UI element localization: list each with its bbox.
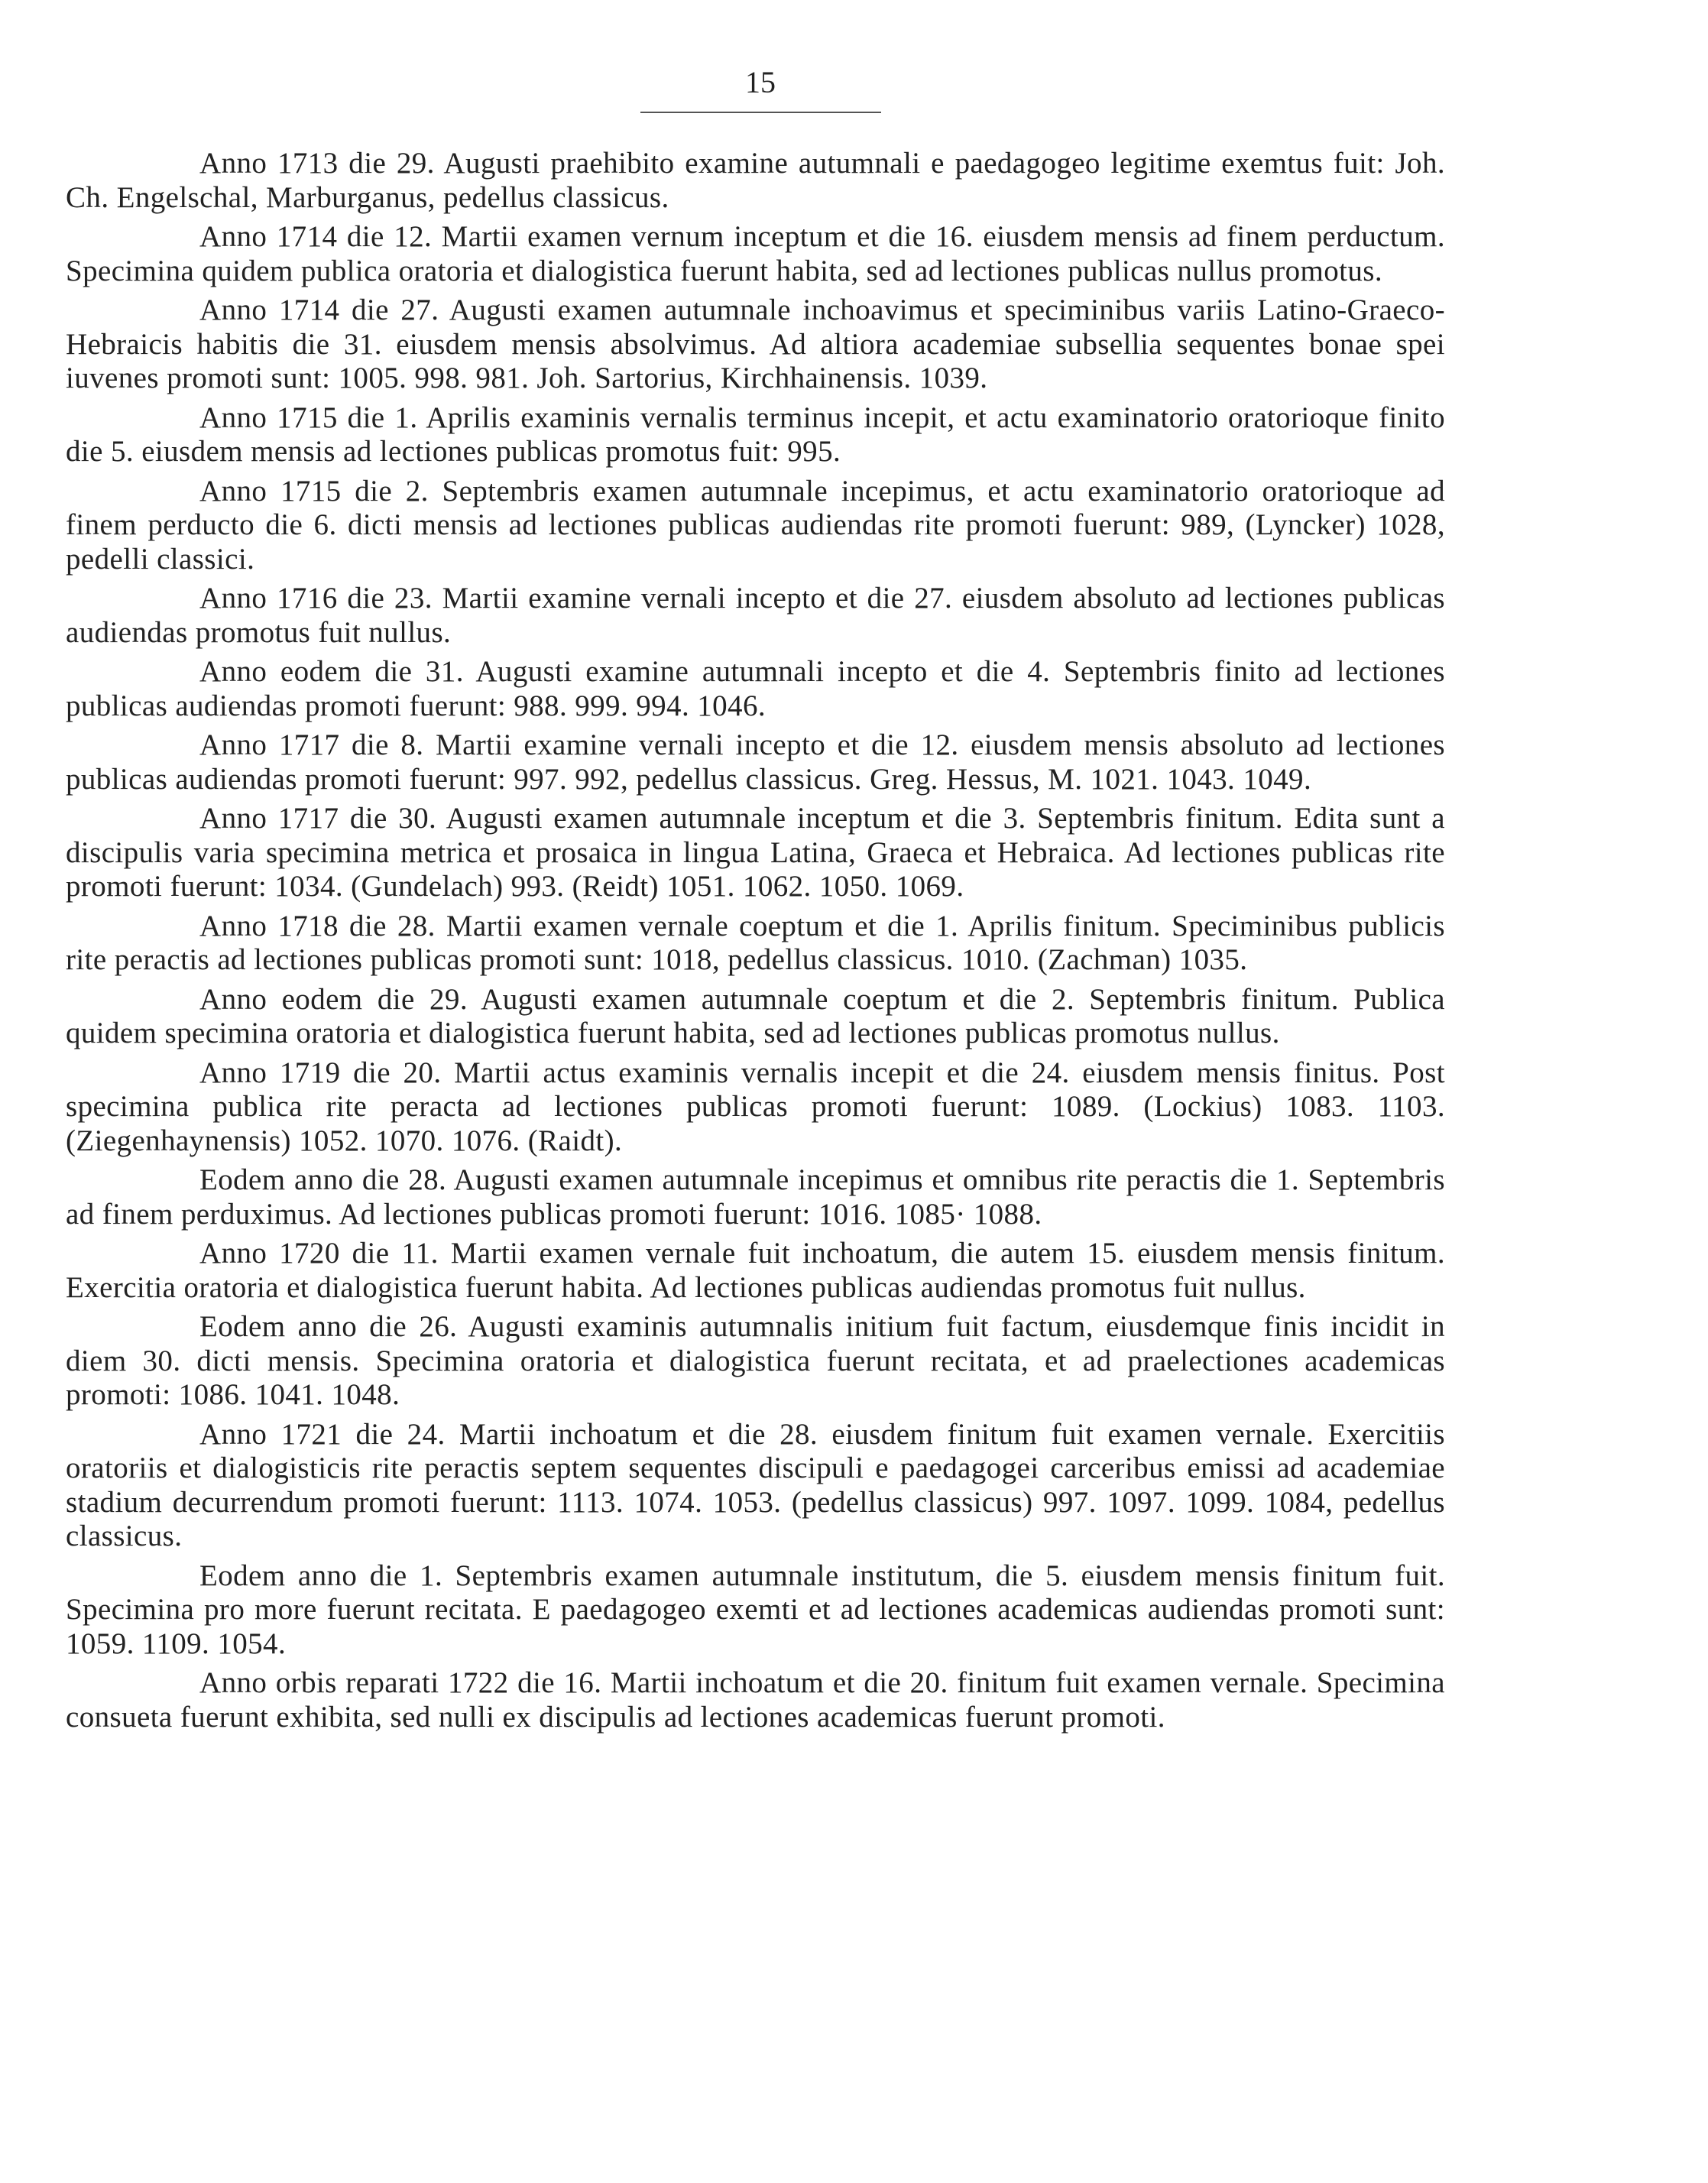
paragraph-1720-spring: Anno 1720 die 11. Martii examen vernale fuit inchoatum, die autem 15. eiusdem mensis finitum. Exercitia oratoria et dialogistica fuerunt habita. Ad lectiones publicas audiendas promotus fuit nullus. [66,1237,1445,1304]
paragraph-1718-spring: Anno 1718 die 28. Martii examen vernale coeptum et die 1. Aprilis finitum. Speciminibus publicis rite peractis ad lectiones publicas promoti sunt: 1018, pedellus classicus. 1010. (Zachman) 1035. [66,909,1445,976]
text-block [66,147,1445,1740]
paragraph-1715-autumn: Anno 1715 die 2. Septembris examen autumnale incepimus, et actu examinatorio oratorioque ad finem perducto die 6. dicti mensis ad lectiones publicas audiendas rite promoti fuerunt: 989, (Lyncker) 1028, pedelli classici. [66,474,1445,576]
paragraph-1717-autumn: Anno 1717 die 30. Augusti examen autumnale inceptum et die 3. Septembris finitum. Edita sunt a discipulis varia specimina metrica et prosaica in lingua Latina, Graeca et Hebraica. Ad lectiones publicas rite promoti fuerunt: 1034. (Gundelach) 993. (Reidt) 1051. 1062. 1050. 1069. [66,802,1445,903]
paragraph-1717-spring: Anno 1717 die 8. Martii examine vernali incepto et die 12. eiusdem mensis absoluto ad lectiones publicas audiendas promoti fuerunt: 997. 992, pedellus classicus. Greg. Hessus, M. 1021. 1043. 1049. [66,728,1445,796]
paragraph-1721-autumn: Eodem anno die 1. Septembris examen autumnale institutum, die 5. eiusdem mensis finitum fuit. Specimina pro more fuerunt recitata. E paedagogeo exemti et ad lectiones academicas audiendas promoti sunt: 1059. 1109. 1054. [66,1559,1445,1660]
paragraph-1719-spring: Anno 1719 die 20. Martii actus examinis vernalis incepit et die 24. eiusdem mensis finitus. Post specimina publica rite peracta ad lectiones publicas promoti fuerunt: 1089. (Lockius) 1083. 1103. (Ziegenhaynensis) 1052. 1070. 1076. (Raidt). [66,1056,1445,1157]
paragraph-1719-autumn: Eodem anno die 28. Augusti examen autumnale incepimus et omnibus rite peractis die 1. Septembris ad finem perduximus. Ad lectiones publicas promoti fuerunt: 1016. 1085· 1088. [66,1163,1445,1231]
header-rule [640,112,881,113]
paragraph-1716-spring: Anno 1716 die 23. Martii examine vernali incepto et die 27. eiusdem absoluto ad lectiones publicas audiendas promotus fuit nullus. [66,582,1445,649]
paragraph-1714-autumn: Anno 1714 die 27. Augusti examen autumnale inchoavimus et speciminibus variis Latino-Graeco-Hebraicis habitis die 31. eiusdem mensis absolvimus. Ad altiora academiae subsellia sequentes bonae spei iuvenes promoti sunt: 1005. 998. 981. Joh. Sartorius, Kirchhainensis. 1039. [66,294,1445,394]
paragraph-1720-autumn: Eodem anno die 26. Augusti examinis autumnalis initium fuit factum, eiusdemque finis incidit in diem 30. dicti mensis. Specimina oratoria et dialogistica fuerunt recitata, et ad praelectiones academicas promoti: 1086. 1041. 1048. [66,1310,1445,1411]
paragraph-1718-autumn: Anno eodem die 29. Augusti examen autumnale coeptum et die 2. Septembris finitum. Publica quidem specimina oratoria et dialogistica fuerunt habita, sed ad lectiones publicas promotus nullus. [66,982,1445,1049]
page-number: 15 [745,65,776,99]
paragraph-1722-spring: Anno orbis reparati 1722 die 16. Martii inchoatum et die 20. finitum fuit examen vernale. Specimina consueta fuerunt exhibita, sed nulli ex discipulis ad lectiones academicas fuerunt promoti. [66,1666,1445,1734]
paragraph-1715-spring: Anno 1715 die 1. Aprilis examinis vernalis terminus incepit, et actu examinatorio oratorioque finito die 5. eiusdem mensis ad lectiones publicas promotus fuit: 995. [66,401,1445,468]
paragraph-1713-autumn: Anno 1713 die 29. Augusti praehibito examine autumnali e paedagogeo legitime exemtus fuit: Joh. Ch. Engelschal, Marburganus, pedellus classicus. [66,147,1445,214]
paragraph-1714-spring: Anno 1714 die 12. Martii examen vernum inceptum et die 16. eiusdem mensis ad finem perductum. Specimina quidem publica oratoria et dialogistica fuerunt habita, sed ad lectiones publicas nullus promotus. [66,220,1445,287]
paragraph-1716-autumn: Anno eodem die 31. Augusti examine autumnali incepto et die 4. Septembris finito ad lectiones publicas audiendas promoti fuerunt: 988. 999. 994. 1046. [66,655,1445,722]
paragraph-1721-spring: Anno 1721 die 24. Martii inchoatum et die 28. eiusdem finitum fuit examen vernale. Exercitiis oratoriis et dialogisticis rite peractis septem sequentes discipuli e paedagogei carceribus emissi ad academiae stadium decurrendum promoti fuerunt: 1113. 1074. 1053. (pedellus classicus) 997. 1097. 1099. 1084, pedellus classicus. [66,1417,1445,1552]
